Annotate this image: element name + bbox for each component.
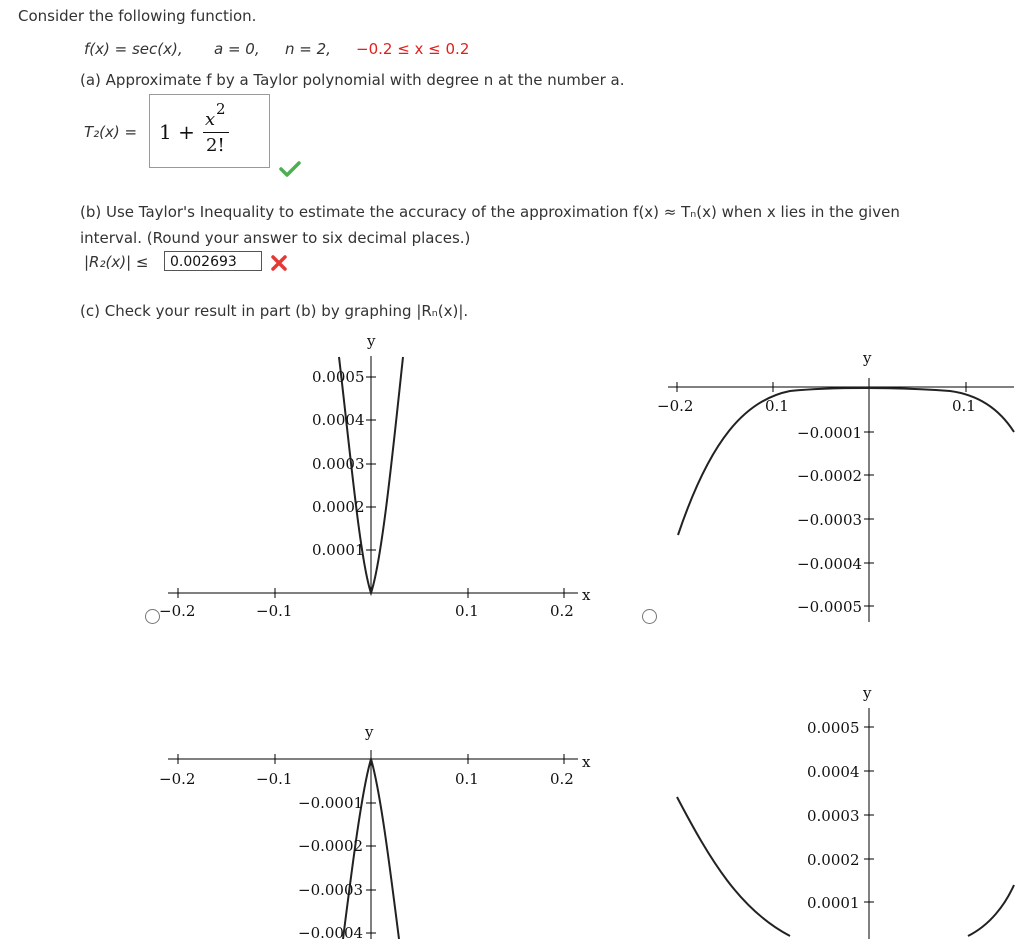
part-c-prompt: (c) Check your result in part (b) by graphing |Rₙ(x)|. — [80, 302, 469, 320]
graph-2-ytick-label: −0.0003 — [797, 511, 863, 529]
answer-denominator: 2! — [206, 135, 225, 156]
graph-2-ytick-label: −0.0005 — [797, 598, 863, 616]
remainder-input[interactable]: 0.002693 — [164, 251, 262, 271]
function-definition: f(x) = sec(x), — [84, 40, 183, 58]
graph-4-ytick-label: 0.0003 — [807, 807, 860, 825]
graph-4-ytick-label: 0.0001 — [807, 894, 860, 912]
graph-4-curve-left — [677, 797, 790, 936]
answer-numerator: x — [205, 109, 216, 130]
center-a: a = 0, — [214, 40, 260, 58]
graph-1-ytick-label: 0.0004 — [312, 411, 365, 429]
graph-1-xtick-label: −0.2 — [159, 602, 196, 620]
interval: −0.2 ≤ x ≤ 0.2 — [356, 40, 470, 58]
graph-2-y-label: y — [863, 349, 872, 367]
graph-3-ytick-label: −0.0004 — [298, 924, 364, 939]
graph-1-ytick-label: 0.0005 — [312, 368, 365, 386]
graph-3-xtick-label: −0.1 — [256, 770, 293, 788]
graph-3-ytick-label: −0.0003 — [298, 881, 364, 899]
graph-2-ytick-label: −0.0002 — [797, 467, 863, 485]
graph-1-ytick-label: 0.0003 — [312, 455, 365, 473]
part-b-prompt-line2: interval. (Round your answer to six decimal places.) — [80, 229, 471, 247]
graph-1-ytick-label: 0.0001 — [312, 541, 365, 559]
graph-2-xtick-label: 0.1 — [765, 397, 789, 415]
graph-4-y-label: y — [863, 684, 872, 702]
graph-2-ytick-label: −0.0004 — [797, 555, 863, 573]
graph-3-xtick-label: 0.1 — [455, 770, 479, 788]
graph-3-y-label: y — [365, 723, 374, 741]
graph-4-ytick-label: 0.0005 — [807, 719, 860, 737]
graph-1-y-label: y — [367, 332, 376, 350]
degree-n: n = 2, — [285, 40, 331, 58]
answer-exponent: 2 — [216, 100, 226, 118]
graph-2-ytick-label: −0.0001 — [797, 424, 863, 442]
graph-1-ytick-label: 0.0002 — [312, 498, 365, 516]
graph-3-x-label: x — [582, 753, 591, 771]
part-a-prompt: (a) Approximate f by a Taylor polynomial with degree n at the number a. — [80, 71, 625, 89]
part-b-prompt-line1: (b) Use Taylor's Inequality to estimate the accuracy of the approximation f(x) ≈ Tₙ(x) when x lies in the given — [80, 203, 900, 221]
intro-text: Consider the following function. — [18, 7, 257, 25]
graph-1-xtick-label: 0.2 — [550, 602, 574, 620]
graph-3-ytick-label: −0.0001 — [298, 794, 364, 812]
graph-3-xtick-label: 0.2 — [550, 770, 574, 788]
answer-lead: 1 + — [159, 120, 195, 144]
graph-1-x-label: x — [582, 586, 591, 604]
graph-1-xtick-label: 0.1 — [455, 602, 479, 620]
graph-2-xtick-label: −0.2 — [657, 397, 694, 415]
graph-2-xtick-label: 0.1 — [952, 397, 976, 415]
graph-3-ytick-label: −0.0002 — [298, 837, 364, 855]
graph-4-curve-right — [968, 885, 1014, 936]
remainder-label: |R₂(x)| ≤ — [84, 253, 149, 271]
graph-3-xtick-label: −0.2 — [159, 770, 196, 788]
graph-4-ytick-label: 0.0002 — [807, 851, 860, 869]
graph-4-ytick-label: 0.0004 — [807, 763, 860, 781]
graph-1-xtick-label: −0.1 — [256, 602, 293, 620]
t2-label: T₂(x) = — [84, 123, 138, 141]
